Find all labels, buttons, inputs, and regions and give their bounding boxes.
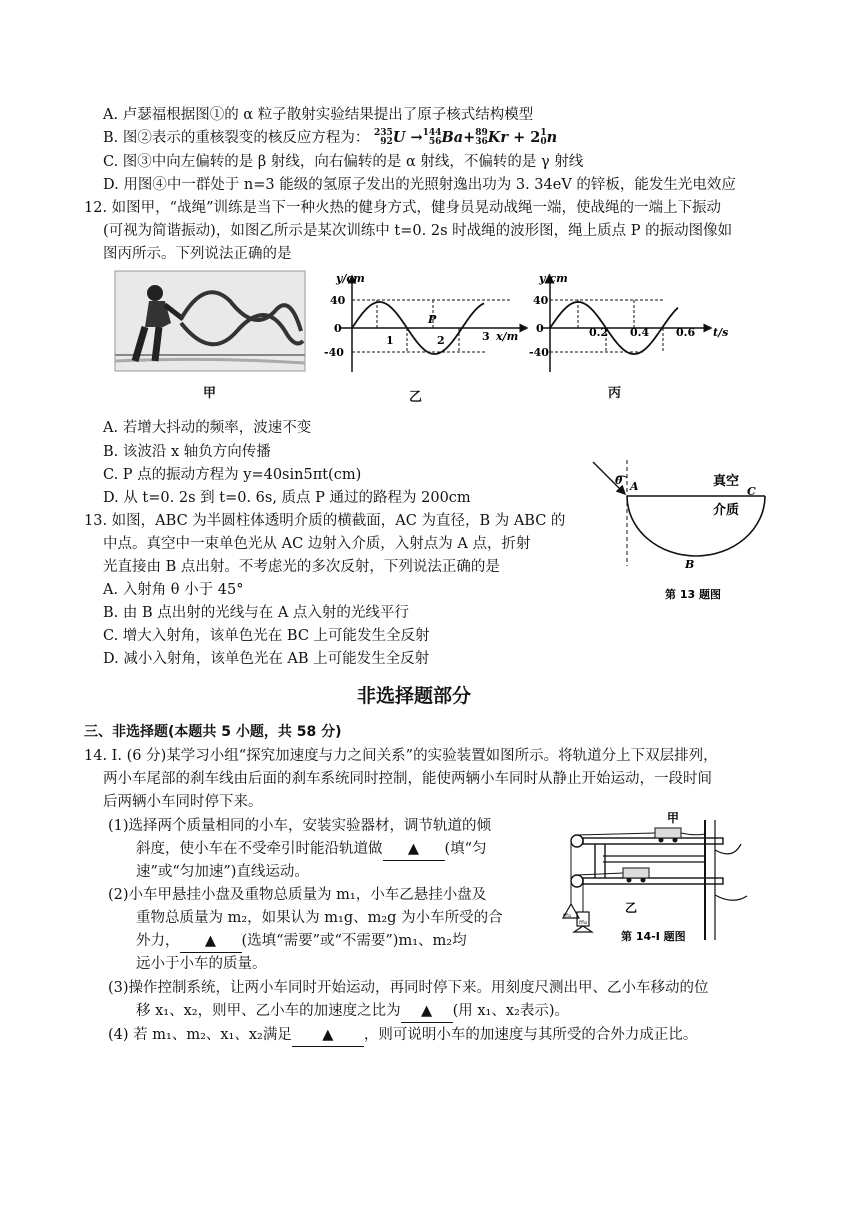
- wave-xlabel: x/m: [496, 330, 519, 343]
- q13-stem-line-2: 中点。真空中一束单色光从 AC 边射入介质，入射点为 A 点，折射: [103, 536, 531, 552]
- wave-ytick-zero: 0: [334, 322, 342, 335]
- weight-m1-label: m₁: [563, 912, 572, 919]
- q14-part2-hint: (选填“需要”或“不需要”)m₁、m₂均: [241, 933, 467, 949]
- wave-graph: [322, 270, 537, 380]
- wave-xtick-2: 2: [437, 334, 445, 347]
- answer-blank-2[interactable]: ▲: [180, 930, 242, 953]
- vib-ytick-zero: 0: [536, 322, 544, 335]
- q13-option-c: C. 增大入射角，该单色光在 BC 上可能发生全反射: [103, 628, 430, 644]
- answer-blank-1[interactable]: ▲: [383, 838, 445, 861]
- semicircle-arc: [627, 496, 765, 556]
- weight-m2-label: m₂: [579, 919, 588, 926]
- q14-part4-text: (4) 若 m₁、m₂、x₁、x₂满足: [108, 1027, 292, 1043]
- kr-mass: 89: [475, 128, 488, 138]
- wave-ylabel: y/cm: [336, 272, 365, 285]
- q14-part3-text: 移 x₁、x₂，则甲、乙小车的加速度之比为: [136, 1003, 401, 1019]
- u-symbol: U: [392, 129, 406, 146]
- n-num: 0: [540, 137, 547, 147]
- q11-option-d: D. 用图④中一群处于 n=3 能级的氢原子发出的光照射逸出功为 3. 34eV 的锌板，能发生光电效应: [103, 177, 736, 193]
- q12-option-d: D. 从 t=0. 2s 到 t=0. 6s, 质点 P 通过的路程为 200cm: [103, 490, 471, 506]
- point-c-label: C: [747, 485, 756, 498]
- section-header: 三、非选择题(本题共 5 小题，共 58 分): [84, 724, 342, 740]
- q14-part1-text: 斜度，使小车在不受牵引时能沿轨道做: [136, 841, 383, 857]
- semicircle-medium-diagram: [585, 458, 775, 603]
- cart-jia-label: 甲: [667, 811, 680, 825]
- fission-equation: [374, 129, 557, 146]
- q14-part3-line-2: [136, 1000, 569, 1023]
- q14-stem-line-3: 后两辆小车同时停下来。: [103, 794, 263, 810]
- battle-rope-photo: [115, 271, 305, 371]
- q12-stem-line-3: 图丙所示。下列说法正确的是: [103, 246, 292, 262]
- double-track-apparatus: [555, 800, 755, 950]
- fig14-caption: 第 14-I 题图: [621, 930, 686, 943]
- q12-stem-line-1: 12. 如图甲，“战绳”训练是当下一种火热的健身方式，健身员晃动战绳一端，使战绳的一端上下振动: [84, 200, 721, 216]
- q11-option-b-text: B. 图②表示的重核裂变的核反应方程为：: [103, 130, 370, 146]
- theta-label: θ: [615, 474, 623, 487]
- q13-option-b: B. 由 B 点出射的光线与在 A 点入射的光线平行: [103, 605, 409, 621]
- wave-ytick-top: 40: [330, 294, 346, 307]
- vib-xtick-2: 0.4: [630, 326, 650, 339]
- wave-point-p: P: [428, 313, 437, 326]
- q13-option-a: A. 入射角 θ 小于 45°: [103, 582, 244, 598]
- wave-xtick-3: 3: [482, 330, 490, 343]
- q13-option-d: D. 减小入射角，该单色光在 AB 上可能发生全反射: [103, 651, 430, 667]
- u-num: 92: [380, 137, 393, 147]
- q13-stem-line-1: 13. 如图，ABC 为半圆柱体透明介质的横截面，AC 为直径，B 为 ABC 的: [84, 513, 566, 529]
- section-title: 非选择题部分: [357, 685, 472, 707]
- q13-stem-line-3: 光直接由 B 点出射。不考虑光的多次反射，下列说法正确的是: [103, 559, 500, 575]
- n-mass: 1: [540, 128, 547, 138]
- vib-xtick-3: 0.6: [676, 326, 696, 339]
- q14-part1-hint: (填“匀: [444, 841, 487, 857]
- answer-blank-4[interactable]: ▲: [292, 1024, 364, 1047]
- arrow: →: [410, 129, 423, 146]
- answer-blank-3[interactable]: ▲: [401, 1000, 453, 1023]
- cart-yi-label: 乙: [625, 901, 638, 915]
- q14-part1-line-2: [136, 838, 487, 861]
- q14-stem-line-1: 14. I. (6 分)某学习小组“探究加速度与力之间关系”的实验装置如图所示。将轨道分上下双层排列，: [84, 748, 718, 764]
- vacuum-label: 真空: [713, 474, 740, 489]
- ba-symbol: Ba: [441, 129, 464, 146]
- figure-bing-label: 丙: [608, 386, 622, 401]
- q14-part2-line-4: 远小于小车的质量。: [136, 956, 267, 972]
- figure-yi-label: 乙: [409, 390, 423, 405]
- q14-part2-line-3: [136, 930, 467, 953]
- q14-part2-line-2: 重物总质量为 m₂，如果认为 m₁g、m₂g 为小车所受的合: [136, 910, 503, 926]
- fig13-caption: 第 13 题图: [665, 588, 721, 601]
- q11-option-a: A. 卢瑟福根据图①的 α 粒子散射实验结果提出了原子核式结构模型: [103, 107, 534, 123]
- vib-xlabel: t/s: [713, 326, 729, 339]
- q12-option-a: A. 若增大抖动的频率，波速不变: [103, 420, 312, 436]
- vibration-graph: [529, 270, 748, 380]
- u-mass: 235: [373, 128, 393, 138]
- medium-label: 介质: [713, 503, 740, 518]
- q14-part4-tail: ，则可说明小车的加速度与其所受的合外力成正比。: [363, 1027, 698, 1043]
- q11-option-c: C. 图③中向左偏转的是 β 射线，向右偏转的是 α 射线，不偏转的是 γ 射线: [103, 154, 584, 170]
- q14-stem-line-2: 两小车尾部的刹车线由后面的刹车系统同时控制，能使两辆小车同时从静止开始运动，一段时间: [103, 771, 712, 787]
- point-a-label: A: [630, 480, 639, 493]
- q14-part1-line-1: (1)选择两个质量相同的小车，安装实验器材，调节轨道的倾: [108, 818, 492, 834]
- q12-stem-line-2: (可视为简谐振动)，如图乙所示是某次训练中 t=0. 2s 时战绳的波形图，绳上质点 P 的振动图像如: [103, 223, 733, 239]
- q12-option-b: B. 该波沿 x 轴负方向传播: [103, 444, 271, 460]
- wave-xtick-1: 1: [386, 334, 394, 347]
- ba-mass: 144: [422, 128, 442, 138]
- q11-option-b: [103, 127, 557, 149]
- ba-num: 56: [428, 137, 442, 147]
- q14-part3-hint: (用 x₁、x₂表示)。: [452, 1003, 569, 1019]
- vib-ytick-top: 40: [533, 294, 549, 307]
- n-symbol: n: [546, 129, 558, 146]
- q14-part4-line: [108, 1024, 697, 1047]
- q14-part2-line-1: (2)小车甲悬挂小盘及重物总质量为 m₁，小车乙悬挂小盘及: [108, 887, 487, 903]
- plus-1: +: [463, 129, 476, 146]
- q14-part1-line-3: 速”或“匀加速”)直线运动。: [136, 864, 309, 880]
- vib-ylabel: y/cm: [539, 272, 568, 285]
- vib-xtick-1: 0.2: [589, 326, 609, 339]
- q14-part2-text: 外力，: [136, 933, 180, 949]
- kr-num: 36: [475, 137, 488, 147]
- kr-symbol: Kr: [487, 129, 509, 146]
- wave-ytick-bottom: -40: [324, 346, 344, 359]
- figure-jia-label: 甲: [203, 386, 217, 401]
- point-b-label: B: [685, 558, 695, 571]
- vib-ytick-bottom: -40: [529, 346, 549, 359]
- plus-2: + 2: [513, 129, 541, 146]
- q12-option-c: C. P 点的振动方程为 y=40sin5πt(cm): [103, 467, 362, 483]
- q14-part3-line-1: (3)操作控制系统，让两小车同时开始运动，再同时停下来。用刻度尺测出甲、乙小车移动的位: [108, 980, 709, 996]
